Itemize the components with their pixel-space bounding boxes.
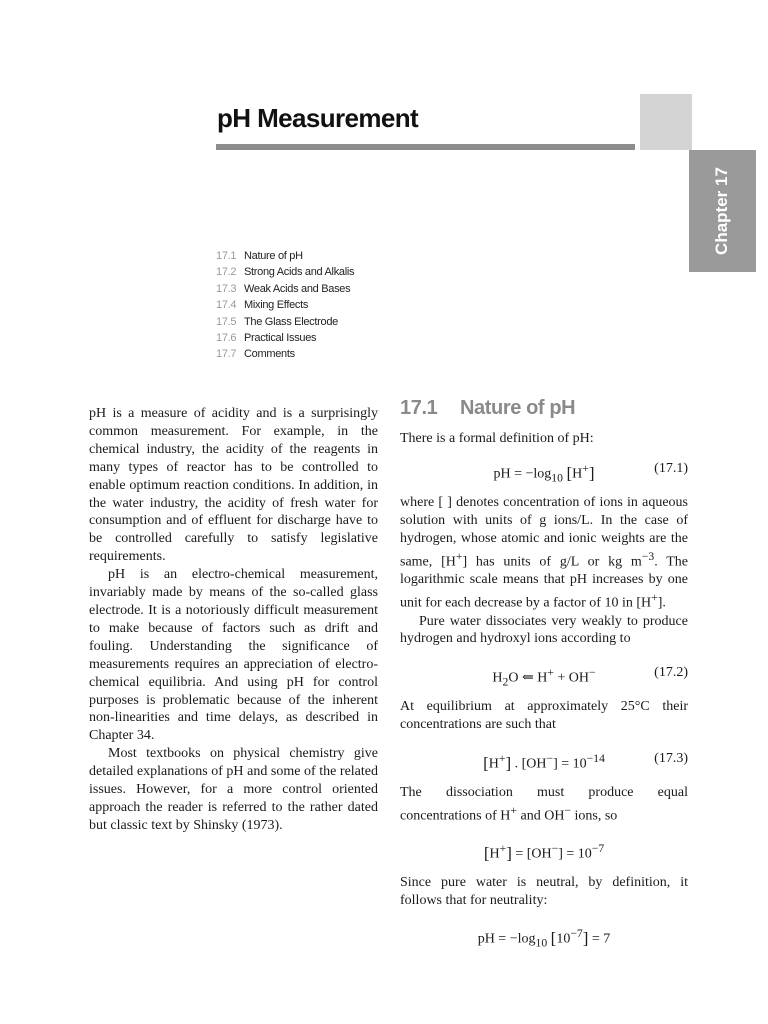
toc-label: Practical Issues <box>244 332 317 345</box>
section-number: 17.1 <box>400 397 438 419</box>
toc-item <box>216 346 354 362</box>
toc-number: 17.1 <box>216 250 237 262</box>
paragraph: Pure water dissociates very weakly to produce hydrogen and hydroxyl ions according to <box>400 613 688 647</box>
left-column <box>89 405 378 835</box>
equation-expression: pH = $-\log_{10}$ [H+] <box>493 461 595 485</box>
corner-decoration <box>640 94 692 150</box>
chapter-tab-label: Chapter 17 <box>712 167 731 255</box>
toc-label: The Glass Electrode <box>244 315 338 328</box>
paragraph: There is a formal definition of pH: <box>400 430 594 446</box>
paragraph: At equilibrium at approximately 25°C their concentrations are such that <box>400 699 688 733</box>
toc-item <box>216 330 354 346</box>
equation-expression: $H_2O$ ⇐ H+ + OH− <box>492 666 596 689</box>
toc-label: Comments <box>244 348 295 361</box>
toc-number: 17.5 <box>216 315 237 328</box>
toc-number: 17.4 <box>216 299 237 312</box>
equation-ion-product <box>400 750 688 773</box>
toc-item <box>216 248 354 264</box>
right-column <box>400 397 689 959</box>
equation-equal-concentrations <box>400 840 688 863</box>
table-of-contents <box>216 248 354 363</box>
equation-number: (17.3) <box>654 751 688 767</box>
equation-ph-definition <box>400 460 688 485</box>
toc-item <box>216 264 354 280</box>
paragraph: pH is a measure of acidity and is a surprisingly common measurement. For example, in the chemical industry, the acidity of the reagents in many types of reactor has to be controlled to enable optimum reaction conditions. In addition, in the water industry, the acidity of fresh water for consumption and of effluent for discharge have to be controlled carefully to satisfy legislative requirements. <box>89 406 378 565</box>
section-heading <box>400 397 688 419</box>
toc-number: 17.7 <box>216 348 237 361</box>
toc-number: 17.3 <box>216 282 237 295</box>
equation-dissociation <box>400 664 688 689</box>
equation-expression: [H+] . $[OH^-] = 10^{-14}$ <box>483 752 605 773</box>
equation-expression: $[H^+] = [OH^-] = 10^{-7}$ <box>483 841 605 863</box>
paragraph: Most textbooks on physical chemistry give detailed explanations of pH and some of the related issues. However, for a more control oriented approach the reader is referred to the rather dated but classic text by Shinsky (1973). <box>89 746 378 833</box>
paragraph: Since pure water is neutral, by definition, it follows that for neutrality: <box>400 874 688 908</box>
equation-neutral-ph <box>400 925 688 950</box>
title-rule <box>216 144 635 150</box>
toc-number: 17.6 <box>216 332 237 345</box>
equation-number: (17.1) <box>654 460 688 476</box>
paragraph: pH is an electro-chemical measurement, invariably made by means of the so-called glass electrode. It is a notoriously difficult measurement to make because of factors such as drift and fouling. Understanding the significance of measurements requires an appreciation of electro-chemical equilibria. And using pH for control purposes is problematic because of the inherent non-linearities and time delays, as described in Chapter 34. <box>89 567 378 744</box>
toc-item <box>216 281 354 297</box>
chapter-title: pH Measurement <box>217 103 419 133</box>
chapter-tab <box>689 150 756 272</box>
section-title: Nature of pH <box>460 397 576 419</box>
toc-label: Strong Acids and Alkalis <box>244 266 355 279</box>
equation-expression: pH = $-\log_{10}$ $[10^{-7}] = 7$ <box>477 927 611 950</box>
toc-label: Nature of pH <box>244 250 303 262</box>
toc-item <box>216 297 354 313</box>
toc-label: Mixing Effects <box>244 299 309 312</box>
paragraph: The dissociation must produce equal concentrations of H+ and OH− ions, so <box>400 785 688 824</box>
equation-number: (17.2) <box>654 665 688 681</box>
toc-label: Weak Acids and Bases <box>244 282 351 295</box>
toc-item <box>216 314 354 330</box>
paragraph: where [ ] denotes concentration of ions in aqueous solution with units of g ions/L. In the case of hydrogen, whose atomic and ionic weights are the same, [H+] has units of g/L or kg $m^{-3}$. The logarithmic scale means that pH increases by one unit for each decrease by a factor of 10 in [H+]. <box>400 494 689 611</box>
toc-number: 17.2 <box>216 266 237 279</box>
